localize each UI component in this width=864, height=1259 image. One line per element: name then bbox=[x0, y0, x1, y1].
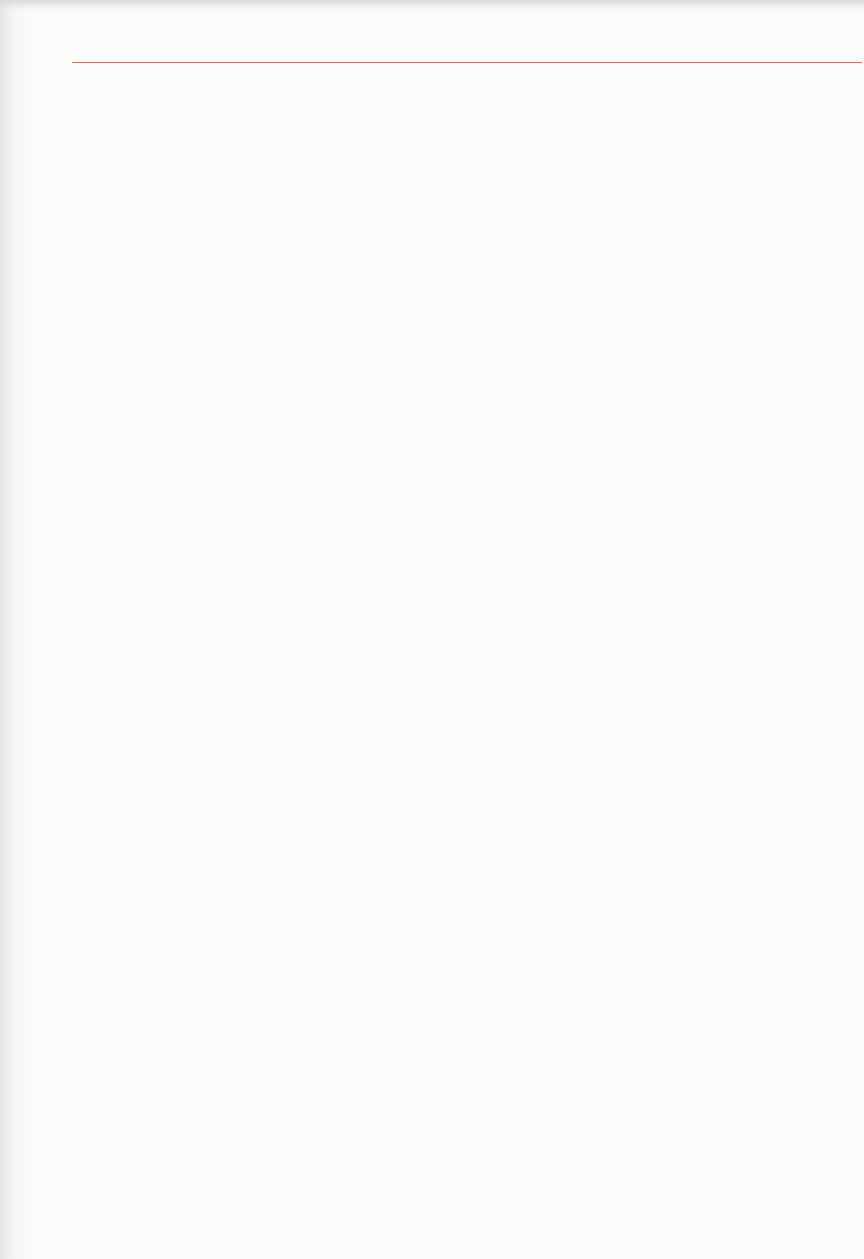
top-edge-shadow bbox=[0, 0, 864, 10]
header-rule bbox=[72, 62, 862, 63]
